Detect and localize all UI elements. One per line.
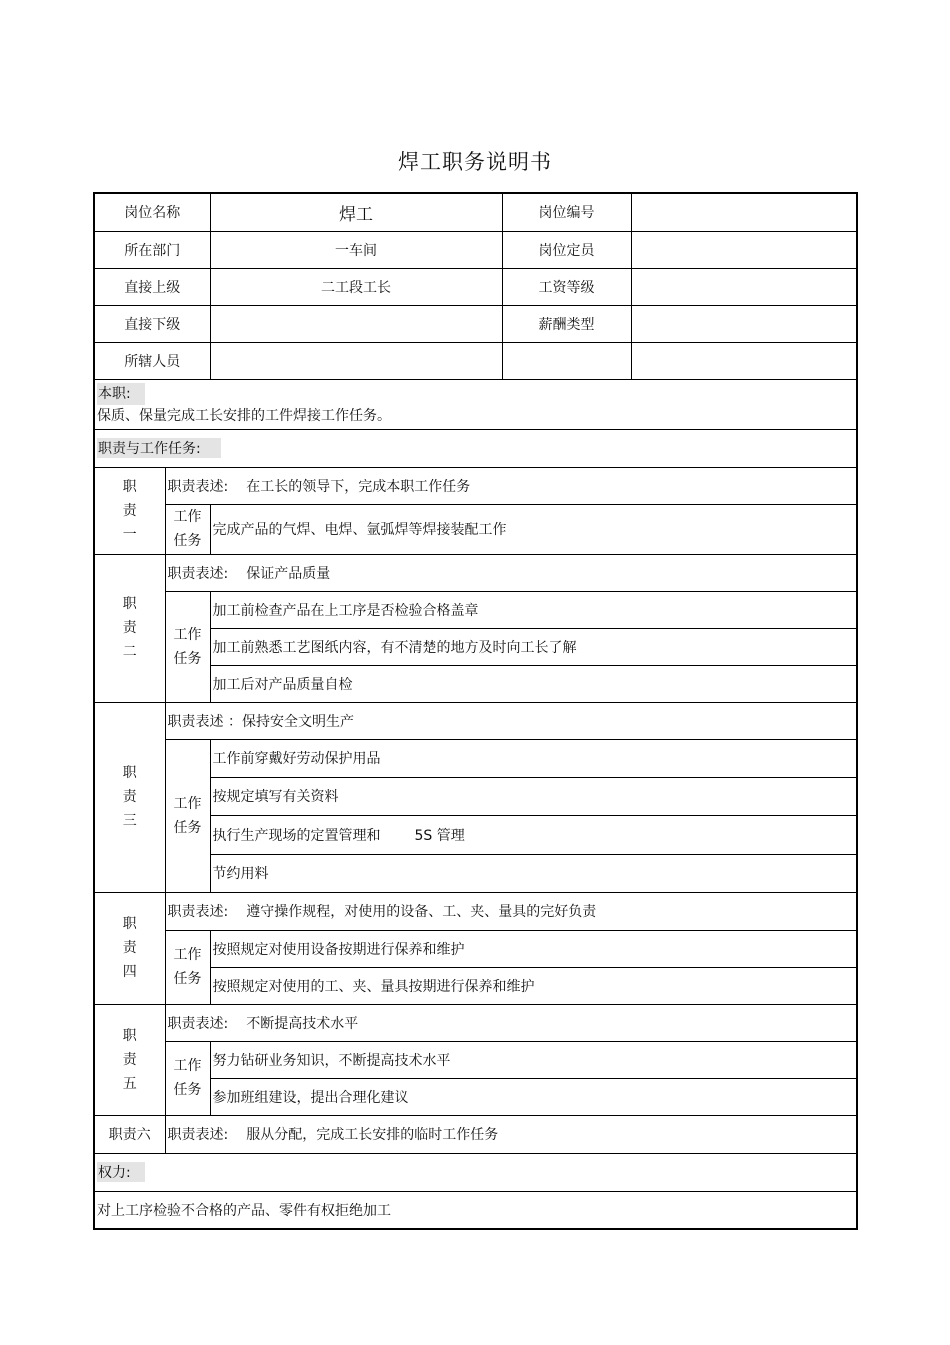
duty-2-task-row-1 (94, 591, 857, 628)
authority-label: 权力: (97, 1162, 145, 1182)
dept-label: 所在部门 (94, 231, 210, 268)
duty-1-task-1: 完成产品的气焊、电焊、氩弧焊等焊接装配工作 (210, 504, 857, 554)
salary-type-value (631, 305, 857, 342)
duty-2-name: 职 责 二 (94, 554, 165, 702)
info-row-staff (94, 342, 857, 379)
duty-3-name: 职 责 三 (94, 702, 165, 892)
dept-value: 一车间 (210, 231, 502, 268)
duty-4-task-2: 按照规定对使用的工、夹、量具按期进行保养和维护 (210, 967, 857, 1004)
staff-extra-1 (502, 342, 631, 379)
info-row-superior (94, 268, 857, 305)
duty-5-task-label: 工作 任务 (165, 1041, 210, 1115)
authority-header-cell (94, 1153, 857, 1191)
duty-6-name: 职责六 (94, 1115, 165, 1153)
duty-1-name: 职 责 一 (94, 467, 165, 554)
duty-5-name: 职 责 五 (94, 1004, 165, 1115)
subordinate-value (210, 305, 502, 342)
superior-value: 二工段工长 (210, 268, 502, 305)
duty-2-desc: 职责表述: 保证产品质量 (165, 554, 857, 591)
info-row-position (94, 193, 857, 231)
duty-4-task-label: 工作 任务 (165, 930, 210, 1004)
superior-label: 直接上级 (94, 268, 210, 305)
info-row-dept (94, 231, 857, 268)
duties-label: 职责与工作任务: (97, 438, 221, 458)
duty-2-task-1: 加工前检查产品在上工序是否检验合格盖章 (210, 591, 857, 628)
duties-header-cell (94, 429, 857, 467)
duty-3-task-row-1 (94, 739, 857, 777)
duty-3-task-3: 执行生产现场的定置管理和 5S 管理 (210, 815, 857, 854)
duty-3-desc: 职责表述 ：保持安全文明生产 (165, 702, 857, 739)
wage-label: 工资等级 (502, 268, 631, 305)
authority-text: 对上工序检验不合格的产品、零件有权拒绝加工 (94, 1191, 857, 1229)
staff-value (210, 342, 502, 379)
duty-3-task-label: 工作 任务 (165, 739, 210, 892)
info-row-subordinate (94, 305, 857, 342)
document-title: 焊工职务说明书 (398, 150, 552, 174)
duty-4-task-row-1 (94, 930, 857, 967)
job-description-table (93, 192, 858, 1230)
subordinate-label: 直接下级 (94, 305, 210, 342)
duty-3-task-4: 节约用料 (210, 854, 857, 892)
duty-4-task-1: 按照规定对使用设备按期进行保养和维护 (210, 930, 857, 967)
duty-6-row (94, 1115, 857, 1153)
core-cell (94, 379, 857, 429)
wage-value (631, 268, 857, 305)
duty-2-task-3: 加工后对产品质量自检 (210, 665, 857, 702)
duty-1-task-label: 工作 任务 (165, 504, 210, 554)
duty-3-task-2: 按规定填写有关资料 (210, 777, 857, 815)
duty-3-task-3-suffix: 5S 管理 (414, 827, 465, 844)
core-row (94, 379, 857, 429)
duty-3-desc-row (94, 702, 857, 739)
duty-2-desc-row (94, 554, 857, 591)
duties-header-row (94, 429, 857, 467)
position-name-value: 焊工 (210, 193, 502, 231)
duty-4-name: 职 责 四 (94, 892, 165, 1004)
authority-text-row (94, 1191, 857, 1229)
salary-type-label: 薪酬类型 (502, 305, 631, 342)
duty-2-task-2: 加工前熟悉工艺图纸内容，有不清楚的地方及时向工长了解 (210, 628, 857, 665)
staff-extra-2 (631, 342, 857, 379)
position-no-label: 岗位编号 (502, 193, 631, 231)
duty-5-desc: 职责表述: 不断提高技术水平 (165, 1004, 857, 1041)
duty-1-desc: 职责表述: 在工长的领导下，完成本职工作任务 (165, 467, 857, 504)
duty-4-desc-row (94, 892, 857, 930)
core-text: 保质、保量完成工长安排的工件焊接工作任务。 (97, 407, 391, 424)
position-name-label: 岗位名称 (94, 193, 210, 231)
duty-5-task-row-1 (94, 1041, 857, 1078)
duty-5-task-1: 努力钻研业务知识，不断提高技术水平 (210, 1041, 857, 1078)
duty-3-task-1: 工作前穿戴好劳动保护用品 (210, 739, 857, 777)
duty-2-task-label: 工作 任务 (165, 591, 210, 702)
headcount-value (631, 231, 857, 268)
headcount-label: 岗位定员 (502, 231, 631, 268)
authority-header-row (94, 1153, 857, 1191)
core-label: 本职: (97, 383, 145, 405)
duty-6-desc: 职责表述: 服从分配，完成工长安排的临时工作任务 (165, 1115, 857, 1153)
duty-5-desc-row (94, 1004, 857, 1041)
duty-1-task-row-1 (94, 504, 857, 554)
duty-5-task-2: 参加班组建设，提出合理化建议 (210, 1078, 857, 1115)
duty-4-desc: 职责表述: 遵守操作规程，对使用的设备、工、夹、量具的完好负责 (165, 892, 857, 930)
position-no-value (631, 193, 857, 231)
staff-label: 所辖人员 (94, 342, 210, 379)
duty-1-desc-row (94, 467, 857, 504)
